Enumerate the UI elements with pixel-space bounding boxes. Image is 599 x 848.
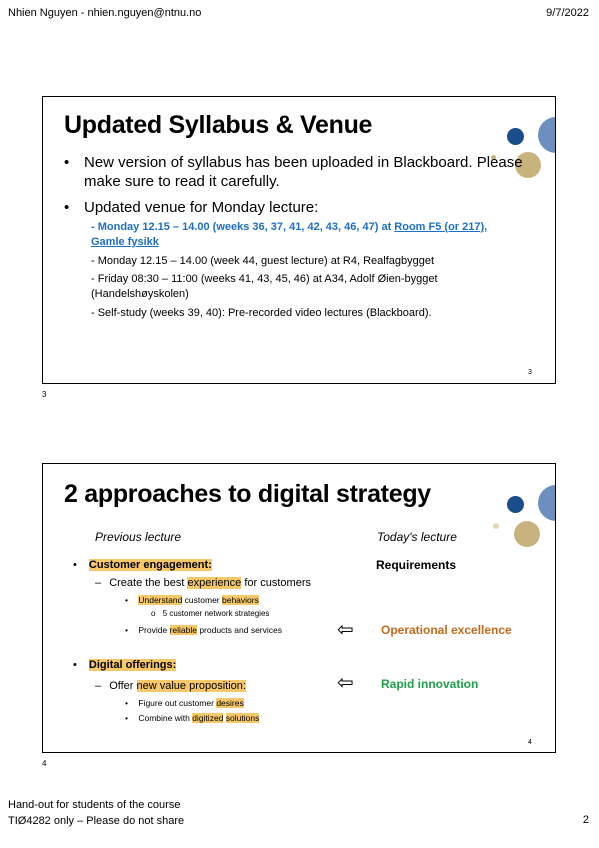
text: Figure out customer — [138, 698, 217, 708]
highlight: behaviors — [222, 595, 259, 605]
text: products and services — [196, 625, 282, 635]
bullet-dot: • — [64, 154, 70, 171]
venue-monday-guest: - Monday 12.15 – 14.00 (week 44, guest lecture) at R4, Realfagbygget — [91, 255, 435, 267]
slide-outside-number: 3 — [42, 390, 47, 399]
slide-outside-number: 4 — [42, 759, 47, 768]
slide-3 — [42, 96, 556, 384]
text: 5 customer network strategies — [162, 609, 270, 618]
strategies-line — [151, 608, 269, 620]
bullet-dot: • — [73, 659, 77, 671]
rapid-innovation: Rapid innovation — [381, 677, 479, 691]
decor-circle-steel — [538, 117, 556, 153]
highlight: solutions — [225, 713, 260, 723]
text: for customers — [241, 577, 311, 589]
customer-engagement: Customer engagement: — [88, 559, 212, 571]
venue-monday-regular — [91, 220, 509, 250]
decor-circle-small — [493, 523, 499, 529]
circle-bullet: o — [151, 609, 156, 618]
header-date: 9/7/2022 — [546, 7, 589, 19]
bullet-dot: • — [73, 559, 77, 571]
highlight: reliable — [169, 625, 197, 635]
slide-4 — [42, 463, 556, 753]
text: Provide — [138, 625, 170, 635]
highlight: digitized — [192, 713, 224, 723]
bullet-text: Updated venue for Monday lecture: — [84, 199, 319, 216]
previous-lecture-label: Previous lecture — [95, 530, 182, 544]
bullet-customer-engagement — [73, 558, 212, 572]
bullet-dot: • — [125, 713, 128, 723]
left-arrow-icon: ⇦ — [337, 672, 354, 694]
text: customer — [182, 595, 222, 605]
footer-line-2: TIØ4282 only – Please do not share — [8, 815, 185, 827]
header-author: Nhien Nguyen - nhien.nguyen@ntnu.no — [8, 7, 202, 19]
slide-title: 2 approaches to digital strategy — [64, 480, 431, 508]
venue-self-study: - Self-study (weeks 39, 40): Pre-recorded video lectures (Blackboard). — [91, 307, 432, 319]
bullet-dot: • — [125, 595, 128, 605]
room-link[interactable]: Room F5 (or 217), Gamle fysikk — [91, 221, 488, 248]
bullet-syllabus — [64, 153, 524, 191]
create-line — [95, 576, 311, 590]
text: Offer — [109, 680, 137, 692]
bullet-digital-offerings — [73, 658, 176, 672]
decor-circle-navy — [507, 128, 524, 145]
venue-text: - Monday 12.15 – 14.00 (weeks 36, 37, 41, 42, 43, 46, 47) at — [91, 221, 395, 233]
digital-offerings: Digital offerings: — [88, 659, 177, 671]
bullet-venue — [64, 198, 524, 217]
figure-line — [125, 697, 244, 709]
todays-lecture-label: Today's lecture — [377, 530, 457, 544]
text: Combine with — [138, 713, 193, 723]
text: Create the best — [109, 577, 188, 589]
slide-number: 3 — [528, 369, 532, 376]
operational-excellence: Operational excellence — [381, 623, 512, 637]
decor-circle-steel — [538, 485, 556, 521]
slide-number: 4 — [528, 739, 532, 746]
decor-circle-khaki — [514, 521, 540, 547]
provide-line — [125, 624, 282, 636]
highlight: new value proposition: — [136, 680, 246, 692]
requirements-label: Requirements — [376, 558, 457, 572]
bullet-text: New version of syllabus has been uploaded in Blackboard. Please make sure to read it carefully. — [84, 154, 523, 190]
page-number: 2 — [582, 814, 589, 826]
dash: – — [95, 577, 102, 589]
footer-line-1: Hand-out for students of the course — [8, 799, 181, 811]
highlight: desires — [216, 698, 244, 708]
slide-title: Updated Syllabus & Venue — [64, 111, 373, 139]
highlight: experience — [187, 577, 242, 589]
combine-line — [125, 712, 259, 724]
bullet-dot: • — [125, 698, 128, 708]
highlight: Understand — [138, 595, 183, 605]
decor-circle-navy — [507, 496, 524, 513]
bullet-dot: • — [64, 199, 70, 216]
bullet-dot: • — [125, 625, 128, 635]
understand-line — [125, 594, 259, 606]
dash: – — [95, 680, 102, 692]
left-arrow-icon: ⇦ — [337, 619, 354, 641]
venue-friday: - Friday 08:30 – 11:00 (weeks 41, 43, 45, 46) at A34, Adolf Øien-bygget (Handelshøyskolen) — [91, 273, 438, 300]
offer-line — [95, 679, 246, 693]
